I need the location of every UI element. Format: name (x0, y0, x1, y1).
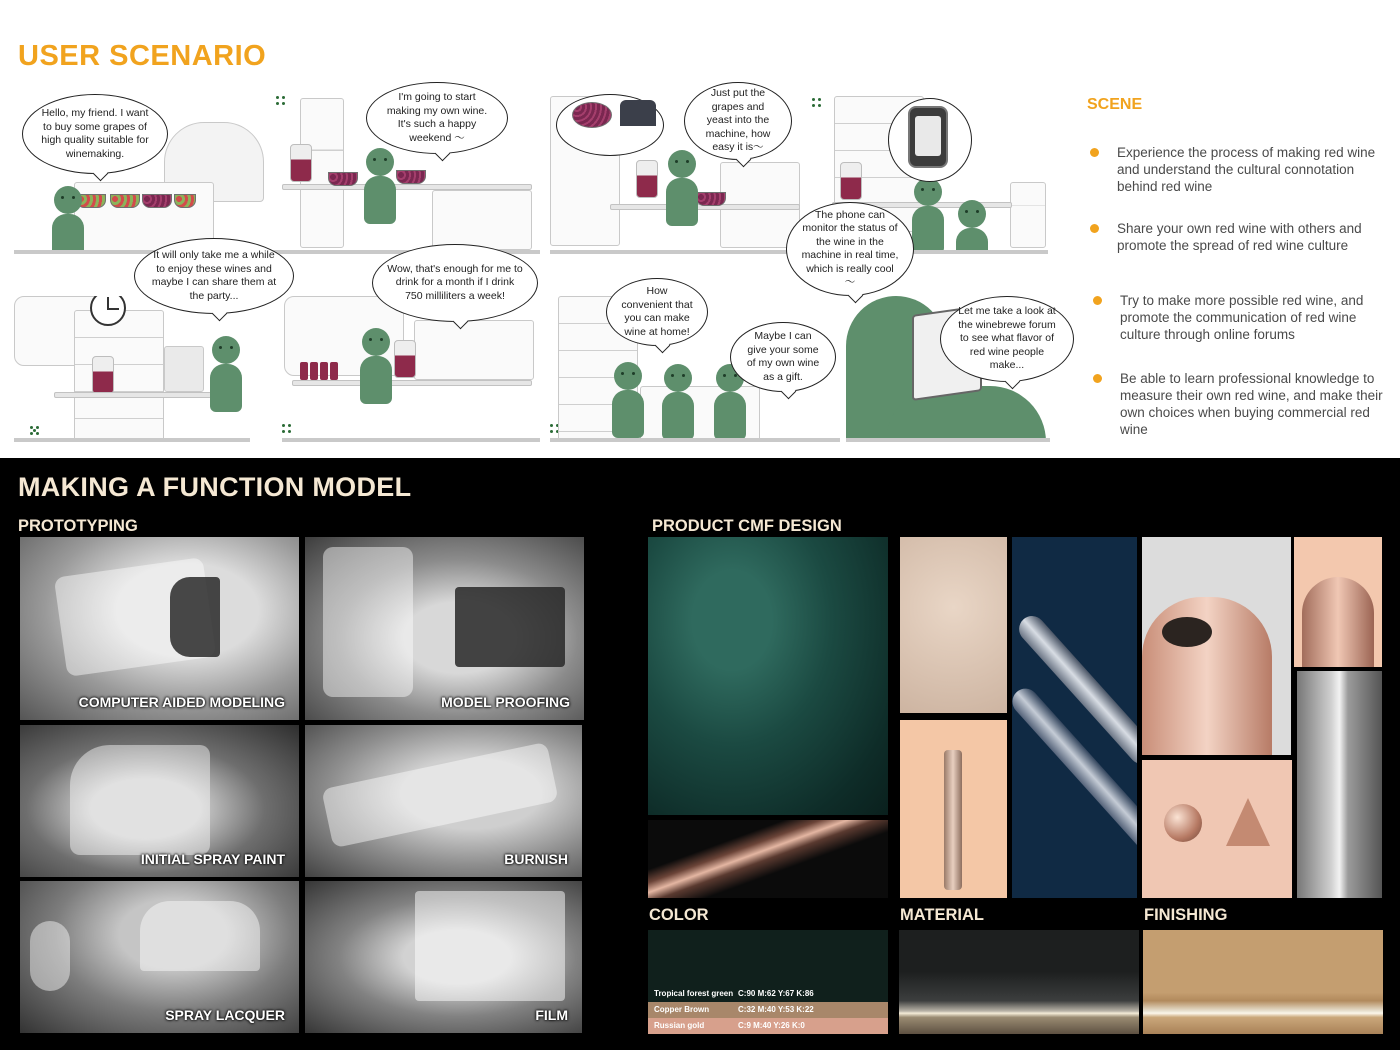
scenario-panel-cellar (282, 296, 540, 442)
swatch-name: Russian gold (654, 1021, 705, 1030)
bullet-icon (1090, 224, 1099, 233)
photo-label: COMPUTER AIDED MODELING (78, 694, 285, 710)
person-figure (356, 328, 396, 404)
person-figure (608, 362, 648, 438)
cmf-green-marble (648, 537, 888, 815)
cmf-copper-cylinder (1142, 537, 1291, 755)
photo-label: SPRAY LACQUER (165, 1007, 285, 1023)
bullet-icon (1093, 374, 1102, 383)
cmf-copper-tube (648, 820, 888, 898)
cmf-bottle-render (900, 720, 1007, 898)
swatch-name: Tropical forest green (654, 989, 734, 998)
photo-label: FILM (535, 1007, 568, 1023)
color-label: COLOR (649, 906, 709, 924)
cmf-title: PRODUCT CMF DESIGN (652, 517, 842, 535)
photo-spray-lacquer (20, 881, 299, 1033)
bullet-icon (1090, 148, 1099, 157)
cmf-copper-dome (1294, 537, 1382, 667)
speech-bubble: How convenient that you can make wine at home! (606, 278, 708, 346)
color-swatch-row (648, 1002, 888, 1018)
person-figure (658, 364, 698, 440)
photo-label: MODEL PROOFING (441, 694, 570, 710)
finishing-label: FINISHING (1144, 906, 1228, 924)
swatch-code: C:9 M:40 Y:26 K:0 (738, 1021, 805, 1030)
person-figure (952, 200, 992, 254)
scenario-panel-office (14, 296, 250, 442)
color-swatch-row (648, 1018, 888, 1034)
photo-label: BURNISH (504, 851, 568, 867)
speech-bubble: Hello, my friend. I want to buy some grapes of high quality suitable for winemaking. (22, 94, 168, 174)
bullet-icon (1093, 296, 1102, 305)
scene-item: Experience the process of making red wine and understand the cultural connotation behind red wine (1090, 144, 1390, 195)
swatch-code: C:90 M:62 Y:67 K:86 (738, 989, 814, 998)
speech-bubble: Maybe I can give your some of my own wine as a gift. (730, 322, 836, 392)
user-scenario-section (0, 0, 1400, 458)
speech-bubble: Wow, that's enough for me to drink for a month if I drink 750 milliliters a week! (372, 244, 538, 322)
cmf-sand-texture (900, 537, 1007, 713)
speech-bubble: The phone can monitor the status of the wine in the machine in real time, which is really cool～ (786, 202, 914, 296)
material-swatch (899, 930, 1139, 1034)
prototyping-title: PROTOTYPING (18, 517, 138, 535)
photo-film (305, 881, 582, 1033)
scene-title: SCENE (1087, 96, 1143, 113)
phone-icon (908, 106, 948, 168)
photo-initial-spray-paint (20, 725, 299, 877)
speech-bubble: Just put the grapes and yeast into the machine, how easy it is～ (684, 82, 792, 160)
cmf-blue-pen (1012, 537, 1137, 898)
finishing-swatch (1143, 930, 1383, 1034)
material-label: MATERIAL (900, 906, 985, 924)
person-figure (662, 150, 702, 226)
user-scenario-title: USER SCENARIO (18, 40, 267, 72)
person-figure (206, 336, 246, 412)
function-model-title: MAKING A FUNCTION MODEL (18, 472, 412, 502)
swatch-name: Copper Brown (654, 1005, 710, 1014)
photo-burnish (305, 725, 582, 877)
speech-bubble: I'm going to start making my own wine. It's such a happy weekend ～ (366, 82, 508, 154)
scene-item: Be able to learn professional knowledge to measure their own red wine, and make their own choices when buying commercial red wine (1093, 370, 1393, 438)
speech-bubble: It will only take me a while to enjoy these wines and maybe I can share them at the party... (134, 238, 294, 314)
person-figure (48, 186, 88, 254)
cmf-steel-panel (1297, 671, 1382, 898)
photo-computer-aided-modeling (20, 537, 299, 720)
swatch-code: C:32 M:40 Y:53 K:22 (738, 1005, 814, 1014)
person-figure (360, 148, 400, 224)
person-figure (908, 178, 948, 254)
color-swatch-panel (648, 930, 888, 1034)
speech-bubble: Let me take a look at the winebrewe forum to see what flavor of red wine people make... (940, 296, 1074, 382)
scene-item: Share your own red wine with others and promote the spread of red wine culture (1090, 220, 1390, 254)
scene-item: Try to make more possible red wine, and promote the communication of red wine culture through online forums (1093, 292, 1393, 343)
photo-model-proofing (305, 537, 584, 720)
photo-label: INITIAL SPRAY PAINT (140, 851, 285, 867)
cmf-sphere-cone (1142, 760, 1292, 898)
color-swatch-row (648, 986, 888, 1002)
